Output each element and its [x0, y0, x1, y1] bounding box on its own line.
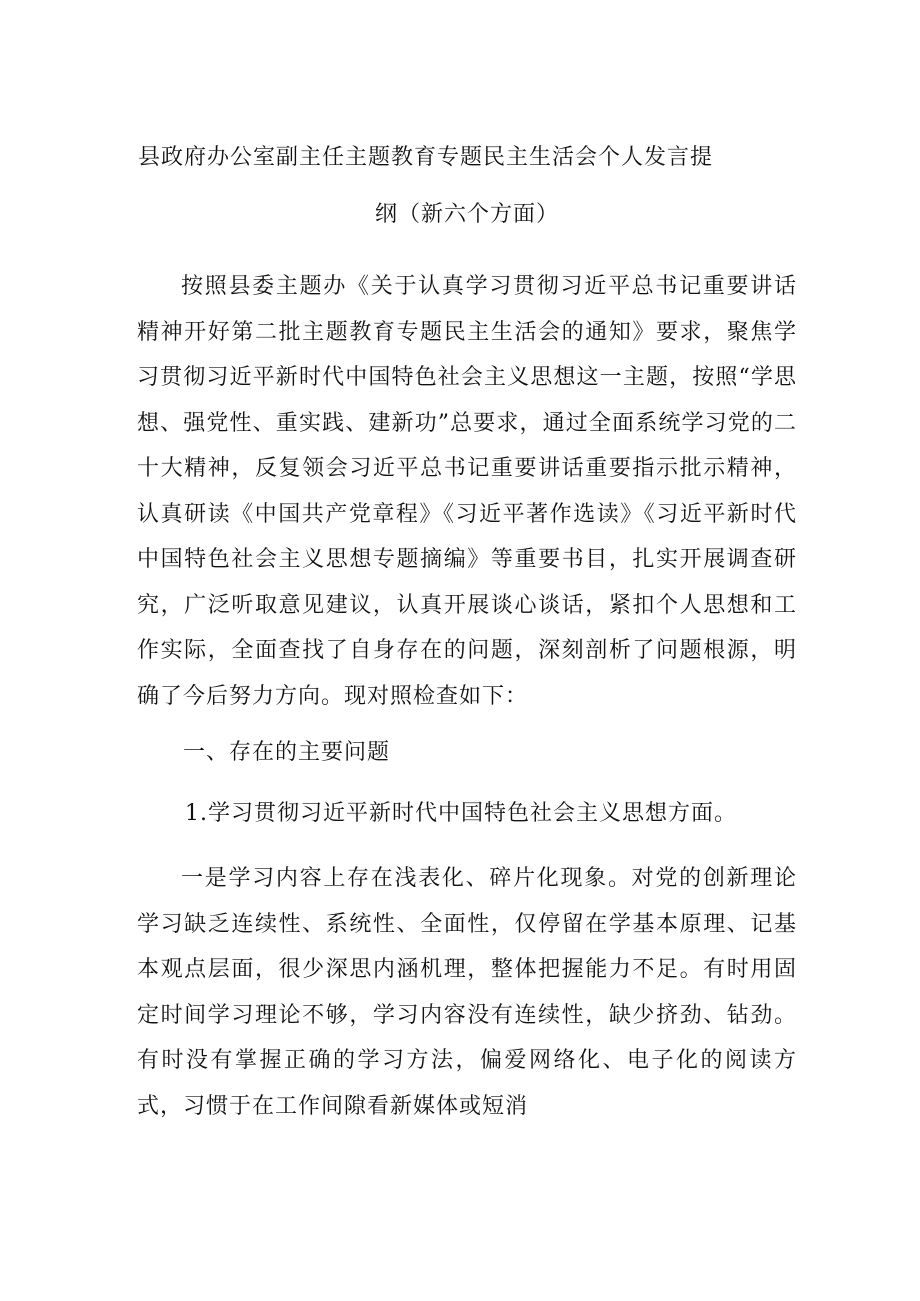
- intro-paragraph: 按照县委主题办《关于认真学习贯彻习近平总书记重要讲话精神开好第二批主题教育专题民主生活会的通知》要求，聚焦学习贯彻习近平新时代中国特色社会主义思想这一主题，按照“学思想、强党性、重实践、建新功”总要求，通过全面系统学习党的二十大精神，反复领会习近平总书记重要讲话重要指示批示精神，认真研读《中国共产党章程》《习近平著作选读》《习近平新时代中国特色社会主义思想专题摘编》等重要书目，扎实开展调查研究，广泛听取意见建议，认真开展谈心谈话，紧扣个人思想和工作实际，全面查找了自身存在的问题，深刻剖析了问题根源，明确了今后努力方向。现对照检查如下：: [137, 274, 797, 709]
- subsection-heading: 1.学习贯彻习近平新时代中国特色社会主义思想方面。: [185, 801, 737, 826]
- document-title-line-2: 纲（新六个方面）: [375, 202, 560, 227]
- body-paragraph: 一是学习内容上存在浅表化、碎片化现象。对党的创新理论学习缺乏连续性、系统性、全面性，仅停留在学基本原理、记基本观点层面，很少深思内涵机理，整体把握能力不足。有时用固定时间学习理论不够，学习内容没有连续性，缺少挤劲、钻劲。有时没有掌握正确的学习方法，偏爱网络化、电子化的阅读方式，习惯于在工作间隙看新媒体或短消: [137, 866, 797, 1119]
- document-title-line-1: 县政府办公室副主任主题教育专题民主生活会个人发言提: [138, 145, 714, 170]
- section-heading: 一、存在的主要问题: [183, 740, 391, 765]
